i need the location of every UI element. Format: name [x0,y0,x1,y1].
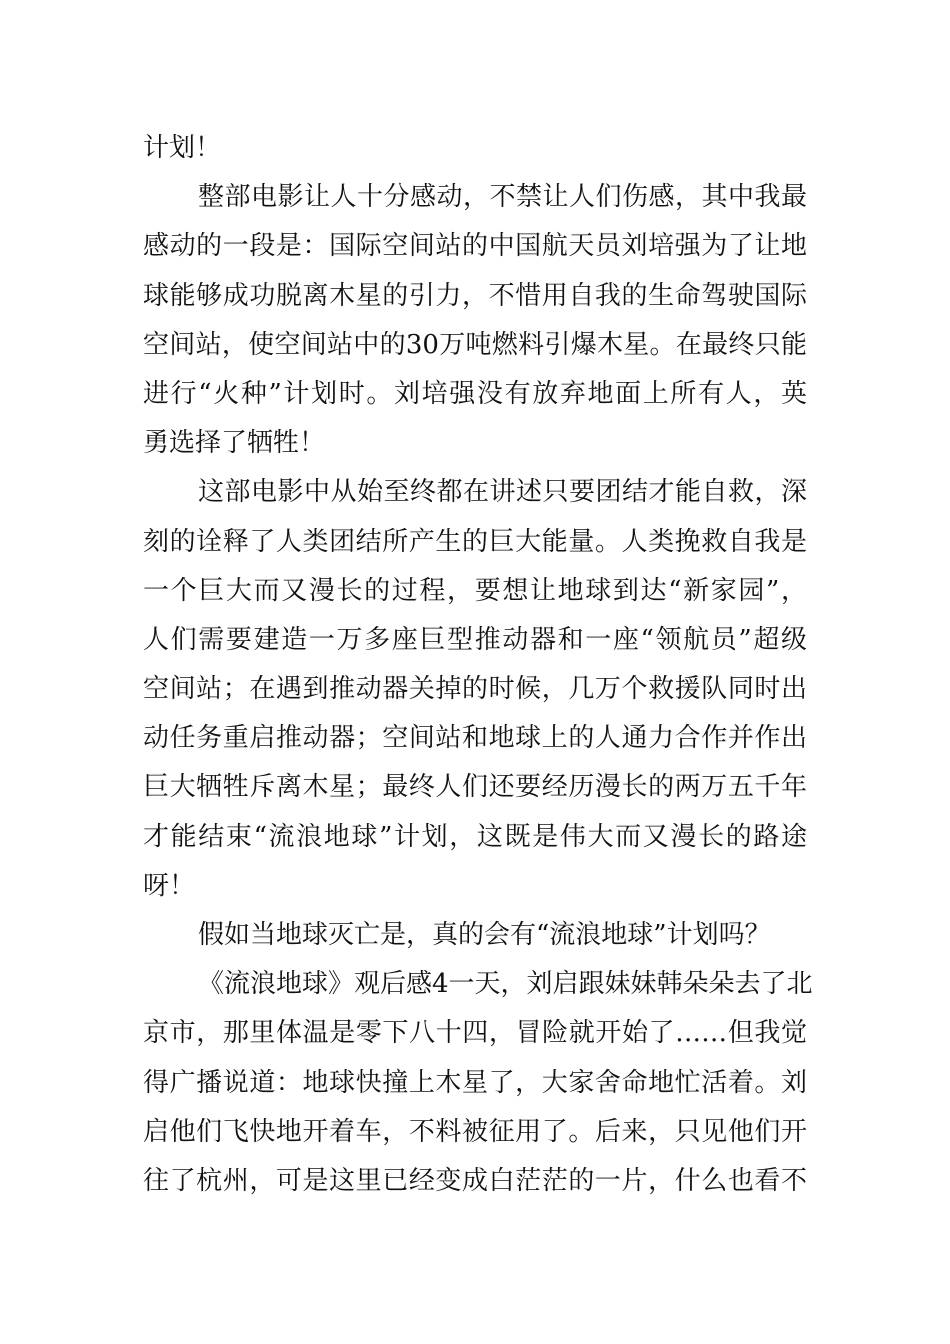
text-line: 空间站，使空间站中的30万吨燃料引爆木星。在最终只能 [143,329,807,360]
text-line: 感动的一段是：国际空间站的中国航天员刘培强为了让地 [143,231,807,262]
text-line: 计划！ [143,133,222,163]
paragraph-first-line: 《流浪地球》观后感4一天，刘启跟妹妹韩朵朵去了北 [198,969,813,1000]
text-line: 动任务重启推动器；空间站和地球上的人通力合作并作出 [143,723,807,754]
text-line: 往了杭州，可是这里已经变成白茫茫的一片，什么也看不 [143,1165,807,1196]
paragraph-first-line: 这部电影中从始至终都在讲述只要团结才能自救，深 [198,477,807,508]
text-line: 球能够成功脱离木星的引力，不惜用自我的生命驾驶国际 [143,280,807,311]
text-line: 巨大牺牲斥离木星；最终人们还要经历漫长的两万五千年 [143,772,807,803]
body-text [143,124,813,1206]
text-line: 空间站；在遇到推动器关掉的时候，几万个救援队同时出 [143,674,807,705]
text-line: 人们需要建造一万多座巨型推动器和一座“领航员”超级 [143,624,807,655]
paragraph-first-line: 假如当地球灭亡是，真的会有“流浪地球”计划吗？ [198,920,771,950]
text-line: 才能结束“流浪地球”计划，这既是伟大而又漫长的路途 [143,821,807,852]
text-line: 刻的诠释了人类团结所产生的巨大能量。人类挽救自我是 [143,526,807,557]
text-line: 一个巨大而又漫长的过程，要想让地球到达“新家园”， [143,575,807,606]
text-line: 呀！ [143,870,196,901]
text-line: 得广播说道：地球快撞上木星了，大家舍命地忙活着。刘 [143,1067,807,1098]
text-line: 启他们飞快地开着车，不料被征用了。后来，只见他们开 [143,1116,807,1147]
paragraph-first-line: 整部电影让人十分感动，不禁让人们伤感，其中我最 [198,182,807,213]
text-line: 勇选择了牺牲！ [143,428,326,459]
text-line: 进行“火种”计划时。刘培强没有放弃地面上所有人，英 [143,378,807,409]
text-line: 京市，那里体温是零下八十四，冒险就开始了……但我觉 [143,1018,807,1049]
